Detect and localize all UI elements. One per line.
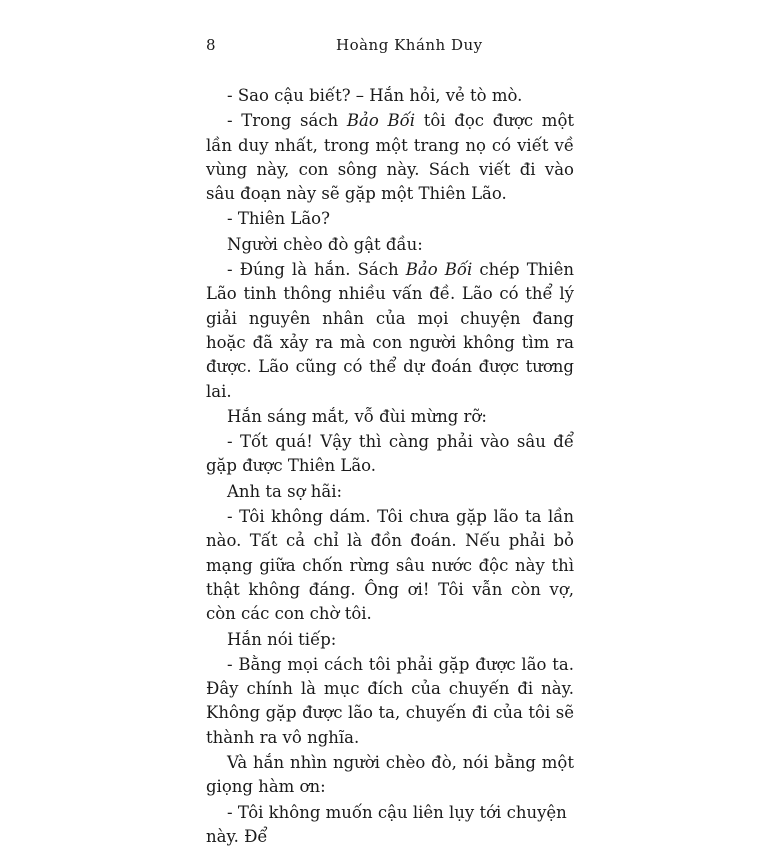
paragraph: - Trong sách Bảo Bối tôi đọc được một lần duy nhất, trong một trang nọ có viết về vùng này, con sông này. Sách viết đi vào sâu đoạn này sẽ gặp một Thiên Lão. xyxy=(206,111,575,204)
paragraph: - Đúng là hắn. Sách Bảo Bối chép Thiên Lão tinh thông nhiều vấn đề. Lão có thể lý giải nguyên nhân của mọi chuyện đang hoặc đã xảy ra mà con người không tìm ra được. Lão cũng có thể dự đoán được tương lai. xyxy=(206,260,574,401)
running-title: Hoàng Khánh Duy xyxy=(336,36,483,54)
paragraph: - Tôi không muốn cậu liên lụy tới chuyện này. Để xyxy=(206,802,567,846)
page-header xyxy=(206,36,574,58)
paragraph: Hắn nói tiếp: xyxy=(227,629,337,649)
paragraph: - Tốt quá! Vậy thì càng phải vào sâu để gặp được Thiên Lão. xyxy=(206,432,574,476)
paragraph: - Thiên Lão? xyxy=(227,209,330,229)
body-text xyxy=(206,84,574,849)
paragraph: - Tôi không dám. Tôi chưa gặp lão ta lần nào. Tất cả chỉ là đồn đoán. Nếu phải bỏ mạng giữa chốn rừng sâu nước độc này thì thật không đáng. Ông ơi! Tôi vẫn còn vợ, còn các con chờ tôi. xyxy=(206,507,574,624)
paragraph: Và hắn nhìn người chèo đò, nói bằng một giọng hàm ơn: xyxy=(206,753,574,797)
paragraph: Người chèo đò gật đầu: xyxy=(227,234,423,254)
paragraph: Hắn sáng mắt, vỗ đùi mừng rỡ: xyxy=(227,406,487,426)
book-title: Bảo Bối xyxy=(346,111,416,131)
paragraph: Anh ta sợ hãi: xyxy=(227,481,343,501)
paragraph: - Sao cậu biết? – Hắn hỏi, vẻ tò mò. xyxy=(227,86,523,105)
page-number: 8 xyxy=(206,36,217,54)
book-title: Bảo Bối xyxy=(405,260,473,280)
paragraph: - Bằng mọi cách tôi phải gặp được lão ta. Đây chính là mục đích của chuyến đi này. Không gặp được lão ta, chuyến đi của tôi sẽ thành ra vô nghĩa. xyxy=(206,654,574,747)
